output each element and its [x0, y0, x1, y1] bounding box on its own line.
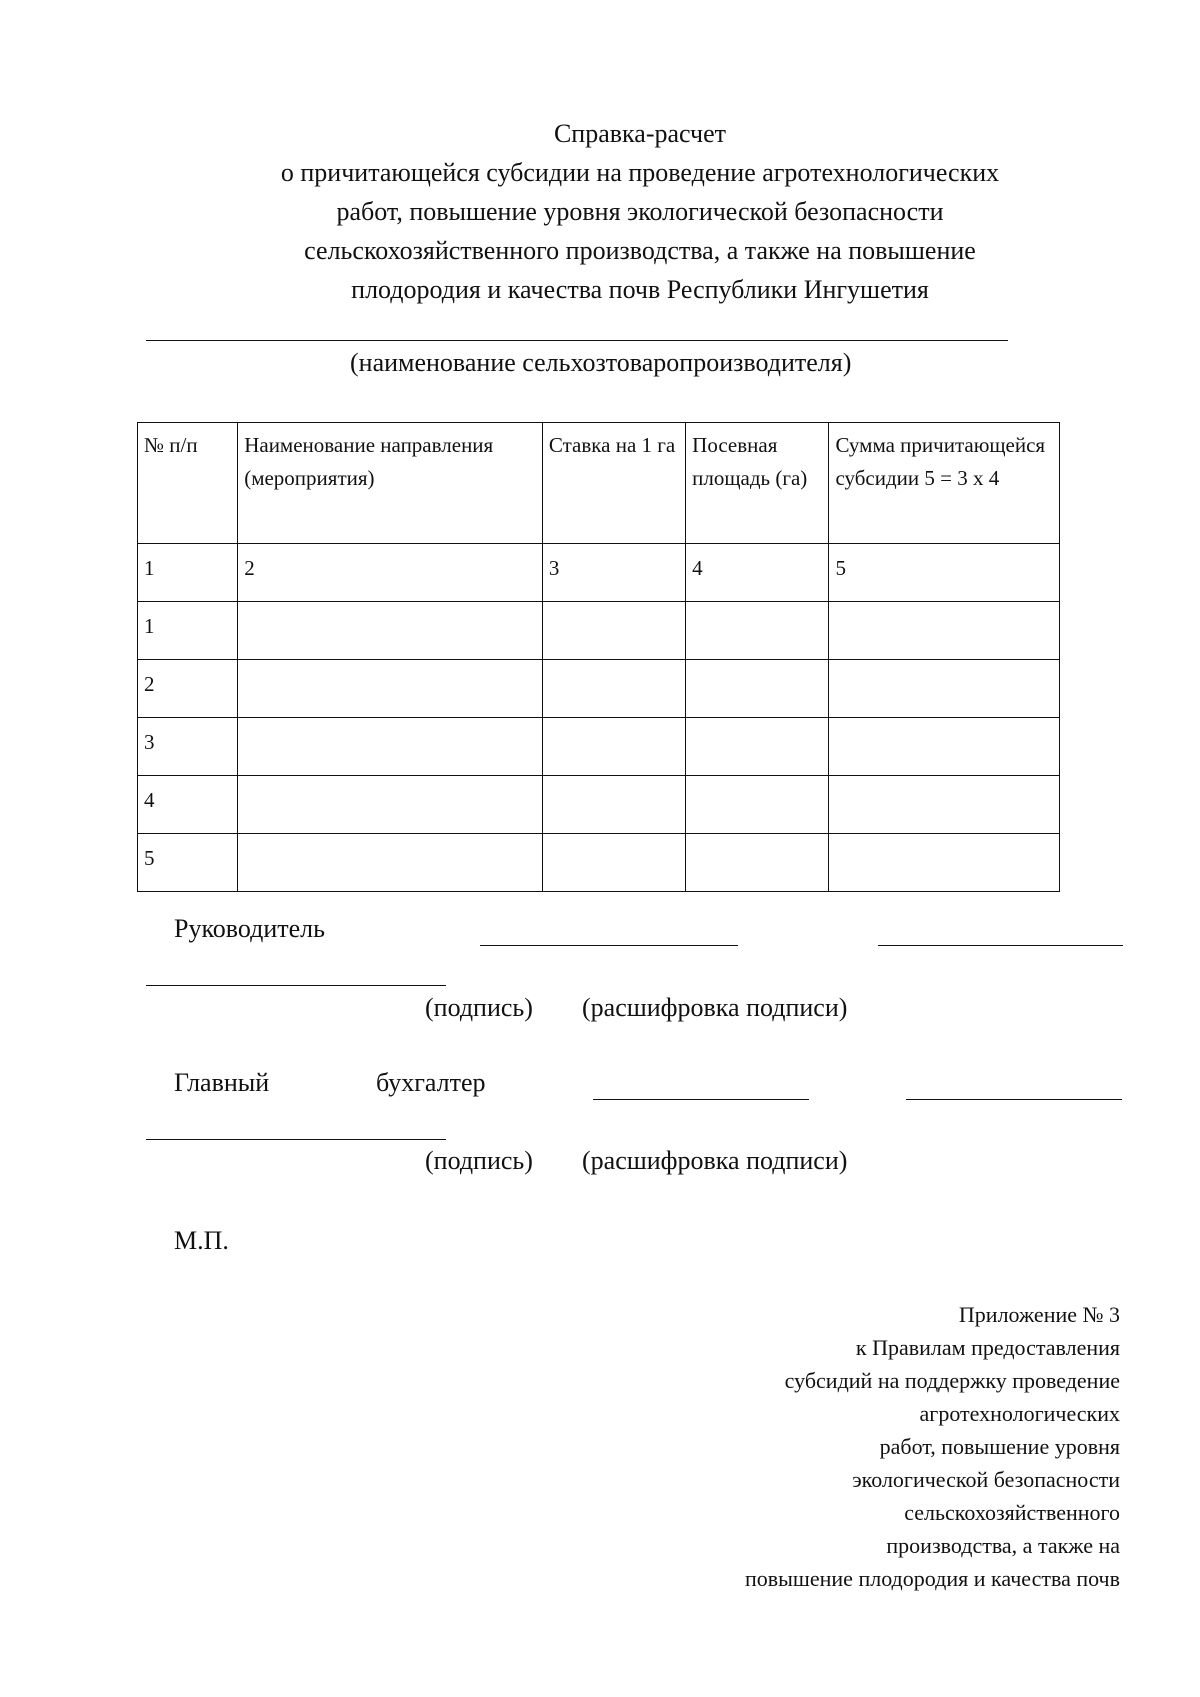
appendix-line: повышение плодородия и качества почв [744, 1566, 1120, 1591]
table-row [138, 660, 1060, 718]
row-number-cell: 1 [138, 602, 238, 660]
numbering-cell: 4 [686, 544, 829, 602]
area-cell[interactable] [686, 602, 829, 660]
sum-cell[interactable] [829, 834, 1060, 892]
header-cell: № п/п [138, 423, 238, 544]
table-header-row [138, 423, 1060, 544]
table-row [138, 776, 1060, 834]
head-signature-caption: (подпись) [425, 993, 533, 1022]
title-line: Справка-расчет [553, 119, 727, 148]
area-cell[interactable] [686, 718, 829, 776]
title-line: сельскохозяйственного производства, а также на повышение [304, 236, 976, 265]
head-continuation-line[interactable] [146, 985, 446, 986]
header-cell: Посевная площадь (га) [686, 423, 829, 544]
numbering-cell: 2 [238, 544, 543, 602]
accountant-signature-caption: (подпись) [425, 1146, 533, 1175]
head-decode-caption: (расшифровка подписи) [582, 993, 848, 1022]
area-cell[interactable] [686, 776, 829, 834]
accountant-label-first: Главный [174, 1068, 270, 1097]
rate-cell[interactable] [542, 776, 685, 834]
row-number-cell: 3 [138, 718, 238, 776]
appendix-line: к Правилам предоставления [855, 1335, 1120, 1360]
direction-cell[interactable] [238, 602, 543, 660]
row-number-cell: 4 [138, 776, 238, 834]
header-cell: Ставка на 1 га [542, 423, 685, 544]
header-cell: Сумма причитающейся субсидии 5 = 3 х 4 [829, 423, 1060, 544]
accountant-decode-caption: (расшифровка подписи) [582, 1146, 848, 1175]
sum-cell[interactable] [829, 660, 1060, 718]
direction-cell[interactable] [238, 660, 543, 718]
appendix-line: субсидий на поддержку проведение [784, 1368, 1120, 1393]
appendix-reference [560, 1298, 1120, 1595]
rate-cell[interactable] [542, 660, 685, 718]
appendix-line: экологической безопасности [852, 1467, 1120, 1492]
appendix-line: сельскохозяйственного [904, 1500, 1120, 1525]
header-cell: Наименование направления (мероприятия) [238, 423, 543, 544]
numbering-cell: 1 [138, 544, 238, 602]
accountant-signature-line[interactable] [593, 1099, 809, 1100]
document-title [160, 114, 1120, 309]
rate-cell[interactable] [542, 602, 685, 660]
table-row [138, 602, 1060, 660]
numbering-cell: 3 [542, 544, 685, 602]
direction-cell[interactable] [238, 834, 543, 892]
title-line: о причитающейся субсидии на проведение агротехнологических [280, 158, 1000, 187]
appendix-line: Приложение № 3 [958, 1302, 1120, 1327]
appendix-line: агротехнологических [919, 1401, 1120, 1426]
rate-cell[interactable] [542, 718, 685, 776]
accountant-decode-line[interactable] [906, 1099, 1122, 1100]
calculation-table [137, 422, 1060, 892]
stamp-placeholder: М.П. [174, 1226, 229, 1255]
accountant-label-second: бухгалтер [376, 1068, 486, 1097]
appendix-line: работ, повышение уровня [879, 1434, 1120, 1459]
direction-cell[interactable] [238, 776, 543, 834]
sum-cell[interactable] [829, 602, 1060, 660]
appendix-line: производства, а также на [886, 1533, 1120, 1558]
table-row [138, 834, 1060, 892]
producer-name-caption: (наименование сельхозтоваропроизводителя) [350, 348, 852, 377]
area-cell[interactable] [686, 834, 829, 892]
column-numbering-row [138, 544, 1060, 602]
row-number-cell: 5 [138, 834, 238, 892]
title-line: работ, повышение уровня экологической безопасности [336, 197, 944, 226]
producer-name-line[interactable] [146, 340, 1008, 341]
accountant-continuation-line[interactable] [146, 1139, 446, 1140]
rate-cell[interactable] [542, 834, 685, 892]
sum-cell[interactable] [829, 776, 1060, 834]
numbering-cell: 5 [829, 544, 1060, 602]
sum-cell[interactable] [829, 718, 1060, 776]
head-label: Руководитель [174, 914, 325, 943]
head-decode-line[interactable] [878, 945, 1123, 946]
title-line: плодородия и качества почв Республики Ингушетия [351, 275, 929, 304]
area-cell[interactable] [686, 660, 829, 718]
table-row [138, 718, 1060, 776]
direction-cell[interactable] [238, 718, 543, 776]
row-number-cell: 2 [138, 660, 238, 718]
head-signature-line[interactable] [480, 945, 738, 946]
